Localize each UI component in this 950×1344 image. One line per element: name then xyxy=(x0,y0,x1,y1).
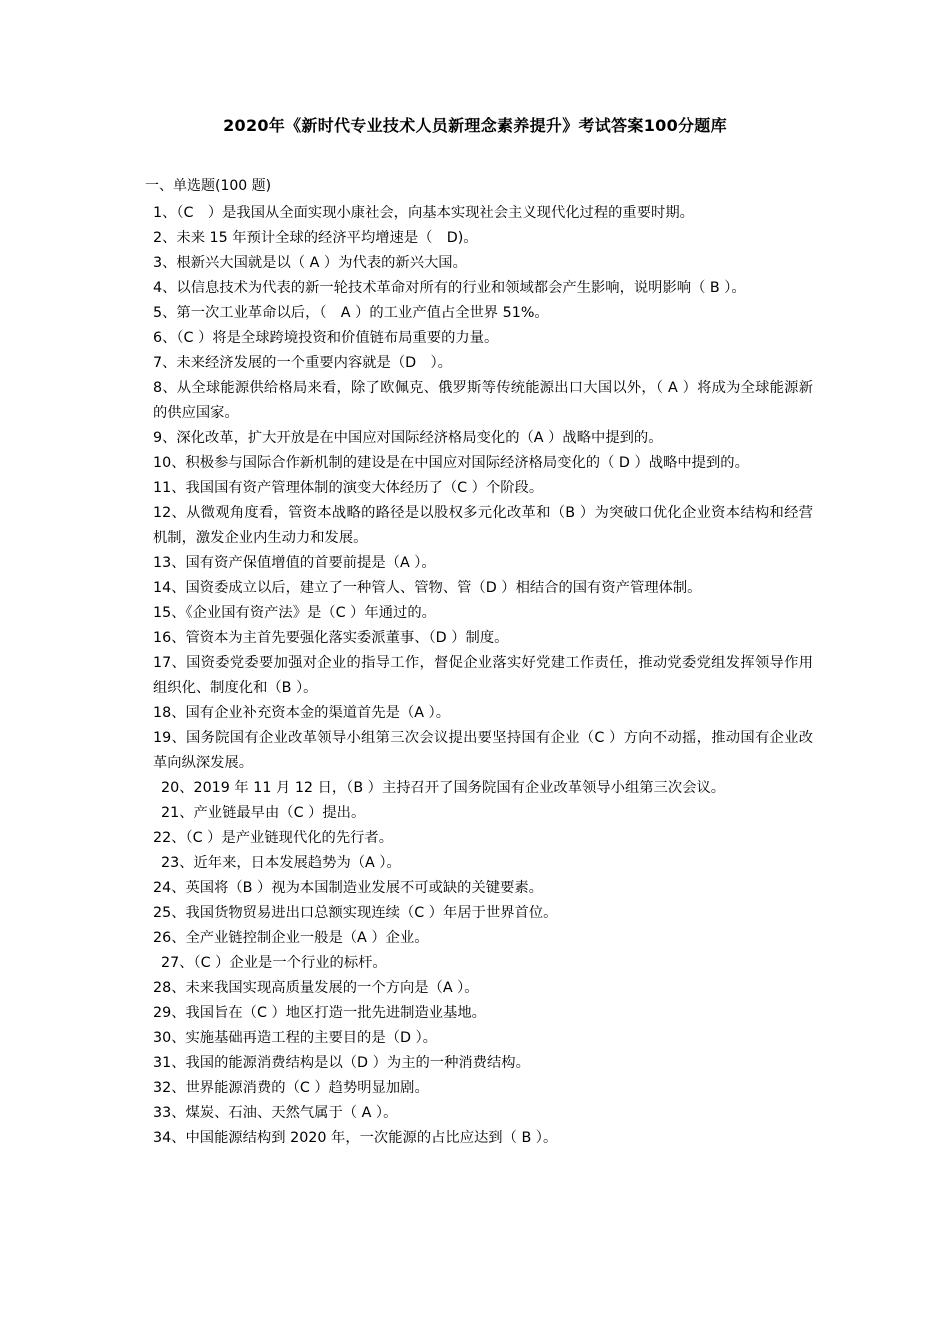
question-item: 25、我国货物贸易进出口总额实现连续（C ）年居于世界首位。 xyxy=(153,905,558,921)
question-item: 9、深化改革，扩大开放是在中国应对国际经济格局变化的（A ）战略中提到的。 xyxy=(153,430,663,446)
question-item: 17、国资委党委要加强对企业的指导工作，督促企业落实好党建工作责任，推动党委党组发挥领导作用组织化、制度化和（B ）。 xyxy=(153,655,813,696)
question-item: 28、未来我国实现高质量发展的一个方向是（A ）。 xyxy=(153,980,479,996)
question-item: 15、《企业国有资产法》是（C ）年通过的。 xyxy=(153,605,436,621)
question-item: 4、以信息技术为代表的新一轮技术革命对所有的行业和领域都会产生影响，说明影响（ B ）。 xyxy=(153,280,746,296)
question-item: 21、产业链最早由（C ）提出。 xyxy=(161,805,366,821)
question-item: 22、（C ）是产业链现代化的先行者。 xyxy=(153,830,394,846)
question-item: 19、国务院国有企业改革领导小组第三次会议提出要坚持国有企业（C ）方向不动摇，推动国有企业改革向纵深发展。 xyxy=(153,730,813,771)
question-item: 31、我国的能源消费结构是以（D ）为主的一种消费结构。 xyxy=(153,1055,530,1071)
question-item: 30、实施基础再造工程的主要目的是（D ）。 xyxy=(153,1030,437,1046)
question-item: 23、近年来，日本发展趋势为（A ）。 xyxy=(161,855,401,871)
question-item: 3、根新兴大国就是以（ A ）为代表的新兴大国。 xyxy=(153,255,467,271)
question-item: 34、中国能源结构到 2020 年，一次能源的占比应达到（ B ）。 xyxy=(153,1130,558,1146)
question-item: 6、（C ）将是全球跨境投资和价值链布局重要的力量。 xyxy=(153,330,499,346)
question-item: 27、（C ）企业是一个行业的标杆。 xyxy=(161,955,387,971)
question-item: 29、我国旨在（C ）地区打造一批先进制造业基地。 xyxy=(153,1005,486,1021)
question-item: 32、世界能源消费的（C ）趋势明显加剧。 xyxy=(153,1080,429,1096)
question-item: 7、未来经济发展的一个重要内容就是（D ）。 xyxy=(153,355,452,371)
document-title: 2020年《新时代专业技术人员新理念素养提升》考试答案100分题库 xyxy=(223,116,727,135)
question-item: 14、国资委成立以后，建立了一种管人、管物、管（D ）相结合的国有资产管理体制。 xyxy=(153,580,702,596)
question-item: 33、煤炭、石油、天然气属于（ A ）。 xyxy=(153,1105,398,1121)
question-item: 12、从微观角度看，管资本战略的路径是以股权多元化改革和（B ）为突破口优化企业资本结构和经营机制，激发企业内生动力和发展。 xyxy=(153,505,813,546)
question-item: 2、未来 15 年预计全球的经济平均增速是（ D)。 xyxy=(153,230,478,246)
question-item: 24、英国将（B ）视为本国制造业发展不可或缺的关键要素。 xyxy=(153,880,543,896)
question-item: 10、积极参与国际合作新机制的建设是在中国应对国际经济格局变化的（ D ）战略中提到的。 xyxy=(153,455,749,471)
question-item: 26、全产业链控制企业一般是（A ）企业。 xyxy=(153,930,429,946)
question-item: 11、我国国有资产管理体制的演变大体经历了（C ）个阶段。 xyxy=(153,480,544,496)
question-item: 20、2019 年 11 月 12 日，（B ）主持召开了国务院国有企业改革领导小组第三次会议。 xyxy=(161,780,726,796)
question-item: 1、（C ）是我国从全面实现小康社会，向基本实现社会主义现代化过程的重要时期。 xyxy=(153,205,694,221)
question-item: 5、第一次工业革命以后，（ A ）的工业产值占全世界 51%。 xyxy=(153,305,549,321)
question-item: 16、管资本为主首先要强化落实委派董事、（D ）制度。 xyxy=(153,630,509,646)
section-heading: 一、单选题(100 题) xyxy=(145,178,272,194)
question-item: 18、国有企业补充资本金的渠道首先是（A ）。 xyxy=(153,705,451,721)
question-list xyxy=(153,201,813,1151)
question-item: 13、国有资产保值增值的首要前提是（A ）。 xyxy=(153,555,436,571)
question-item: 8、从全球能源供给格局来看，除了欧佩克、俄罗斯等传统能源出口大国以外，（ A ）将成为全球能源新的供应国家。 xyxy=(153,380,813,421)
